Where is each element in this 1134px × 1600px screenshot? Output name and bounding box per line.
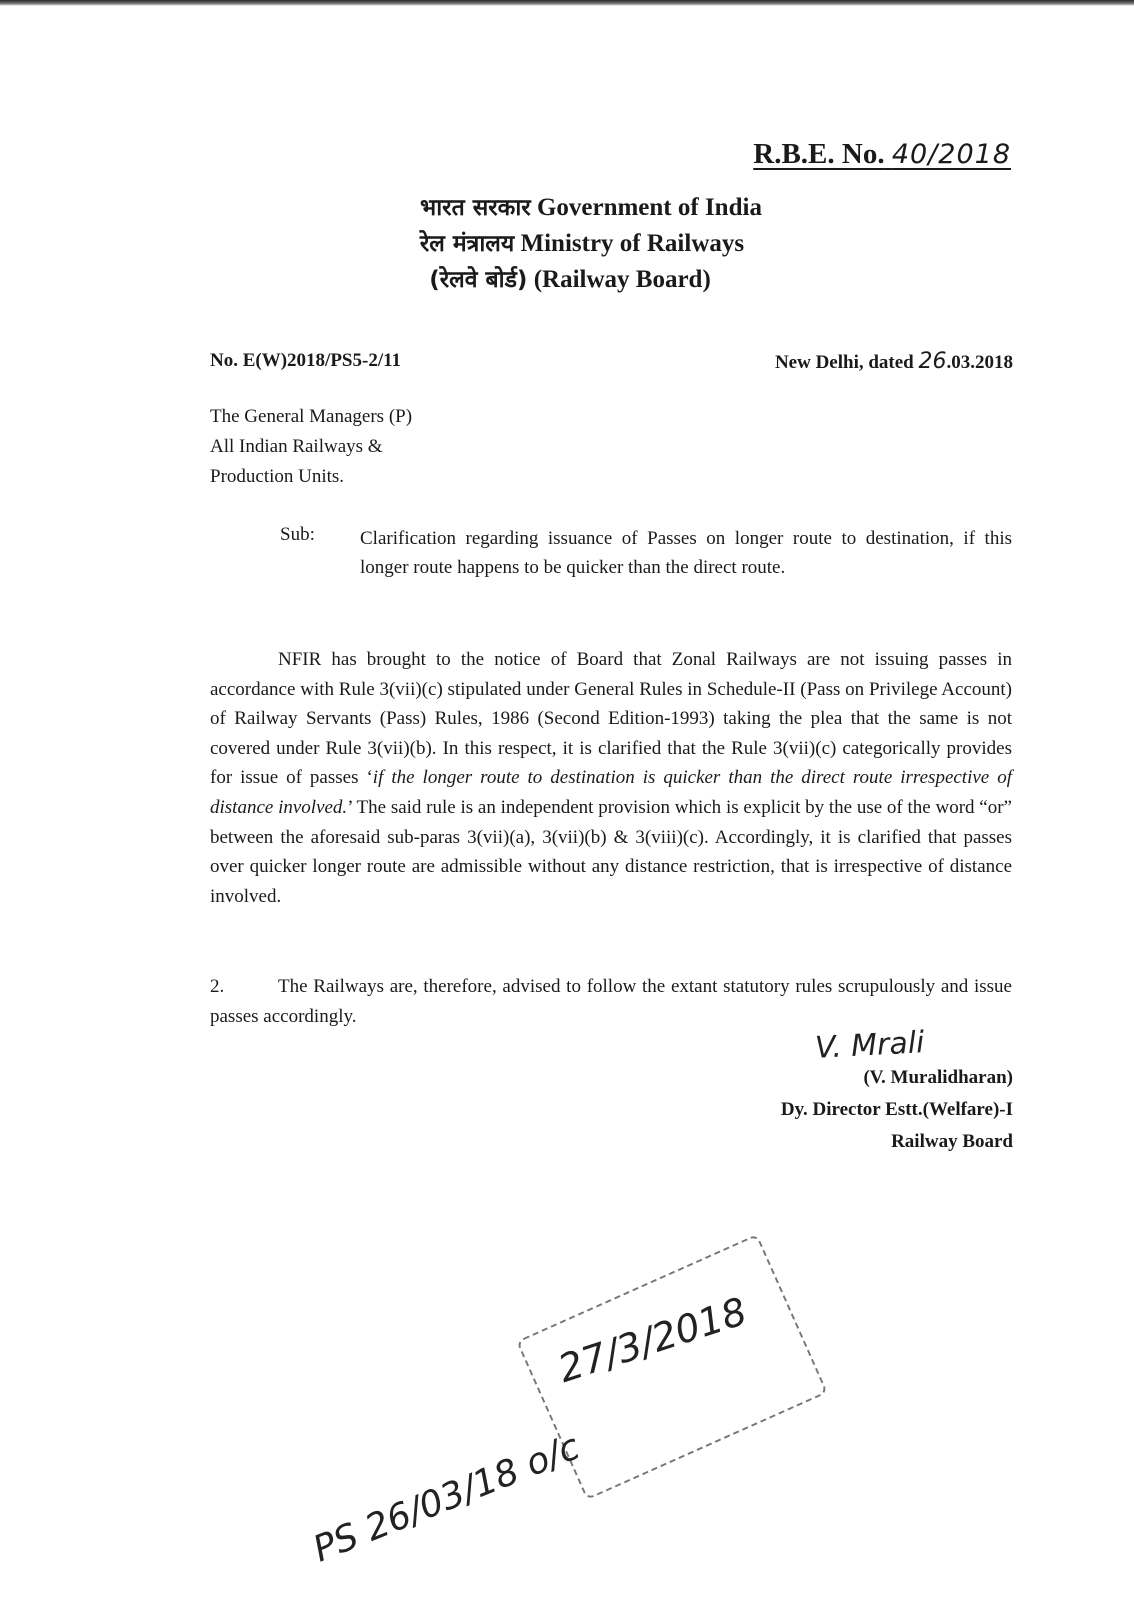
- letterhead-line-government: [48, 190, 1134, 226]
- stamp-handwritten-date: 27/3/2018: [552, 1288, 752, 1392]
- subject-label: Sub:: [280, 524, 315, 545]
- file-number: No. E(W)2018/PS5-2/11: [210, 350, 402, 371]
- paragraph-2-text: The Railways are, therefore, advised to follow the extant statutory rules scrupulously and issue passes accordingly.: [210, 976, 1012, 1027]
- rbe-label: R.B.E. No.: [753, 138, 885, 170]
- board-english: (Railway Board): [533, 266, 711, 293]
- addressee-line: The General Managers (P): [210, 406, 413, 427]
- date-month-year: .03.2018: [946, 352, 1013, 373]
- ministry-hindi: रेल मंत्रालय: [419, 231, 515, 257]
- letterhead: [0, 190, 1134, 298]
- handwritten-signature: V. Mrali: [814, 1025, 926, 1066]
- signatory-office: Railway Board: [891, 1131, 1013, 1152]
- addressee-line: Production Units.: [210, 466, 345, 487]
- board-hindi: (रेलवे बोर्ड): [429, 267, 528, 293]
- signatory-designation: Dy. Director Estt.(Welfare)-I: [780, 1099, 1013, 1120]
- signatory-name: (V. Muralidharan): [863, 1067, 1013, 1088]
- handwritten-office-note: PS 26/03/18 o/c: [307, 1426, 586, 1571]
- date-place-label: New Delhi, dated: [774, 352, 914, 373]
- paragraph-1-text: NFIR has brought to the notice of Board that Zonal Railways are not issuing passes in accordance with Rule 3(vii)(c) stipulated under General Rules in Schedule-II (Pass on Privilege Account) of Railway Servants (Pass) Rules, 1986 (Second Edition-1993) taking the plea that the same is not covered under Rule 3(vii)(b). In this respect, it is clarified that the Rule 3(vii)(c) categorically provides for issue of passes ‘: [210, 649, 1012, 789]
- addressee-line: All Indian Railways &: [210, 436, 383, 457]
- letterhead-line-ministry: [30, 226, 1134, 262]
- letterhead-line-board: [6, 262, 1134, 298]
- date-handwritten-day: 26: [918, 349, 947, 374]
- rbe-handwritten-number: 40/2018: [891, 139, 1011, 170]
- ministry-english: Ministry of Railways: [520, 230, 745, 257]
- scan-top-edge: [0, 0, 1134, 6]
- government-hindi: भारत सरकार: [420, 195, 531, 221]
- body-paragraph-2: [210, 972, 1012, 1031]
- paragraph-1-rule-quote: if the longer route to destination is quicker than the direct route irrespective of distance involved.: [210, 767, 1012, 818]
- paragraph-1-text-continued: ’ The said rule is an independent provision which is explicit by the use of the word “or” between the aforesaid sub-paras 3(vii)(a), 3(vii)(b) & 3(viii)(c). Accordingly, it is clarified that passes over quicker longer route are admissible without any distance restriction, that is irrespective of distance involved.: [210, 796, 1012, 907]
- addressee-block: [210, 402, 412, 492]
- subject-text: Clarification regarding issuance of Passes on longer route to destination, if this longer route happens to be quicker than the direct route.: [360, 528, 1012, 578]
- date-line: [775, 349, 1013, 374]
- government-english: Government of India: [536, 194, 762, 221]
- body-paragraph-1: [210, 645, 1012, 911]
- paragraph-2-number: 2.: [210, 976, 225, 997]
- rbe-number: [753, 138, 1011, 171]
- signatory-block: [781, 1030, 1013, 1158]
